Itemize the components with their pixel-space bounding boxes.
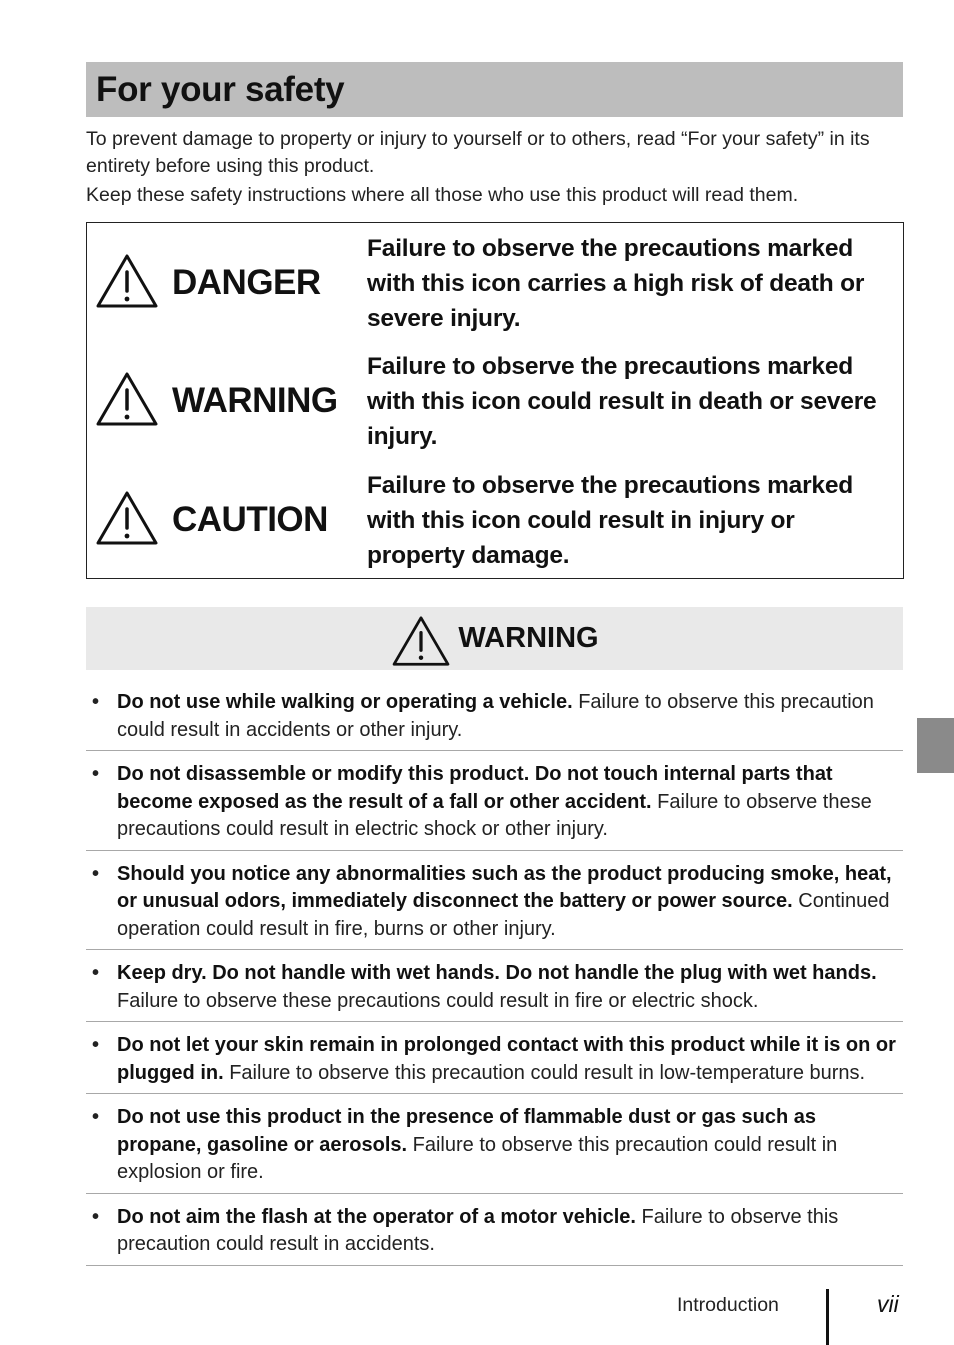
item-text: Failure to observe these precautions could result in fire or electric shock. [117, 989, 759, 1012]
bullet: • [92, 1034, 100, 1056]
item-text: Failure to observe this precaution could result in accidents or other injury. [117, 691, 874, 741]
bullet: • [92, 1106, 100, 1128]
item-lead: Do not use while walking or operating a vehicle. [117, 691, 573, 713]
list-item [86, 1094, 903, 1194]
bullet: • [92, 1205, 100, 1228]
item-text: Failure to observe this precaution could result in explosion or fire. [117, 1133, 838, 1183]
item-lead: Do not use this product in the presence of flammable dust or gas such as propane, gasoline or aerosols. [117, 1106, 817, 1156]
legend-label-danger: DANGER [172, 263, 321, 302]
intro-paragraph-1: To prevent damage to property or injury to yourself or to others, read “For your safety” in its entirety before using this product. [86, 128, 870, 177]
section-tab-marker [917, 718, 954, 773]
bullet: • [92, 962, 100, 984]
item-lead: Keep dry. Do not handle with wet hands. Do not handle the plug with wet hands. [117, 962, 877, 984]
item-text: Continued operation could result in fire, burns or other injury. [117, 890, 890, 940]
item-text: Failure to observe this precaution could result in accidents. [117, 1205, 839, 1255]
bullet: • [92, 691, 100, 713]
warning-triangle-icon [95, 253, 159, 309]
item-text: Failure to observe this precaution could result in low-temperature burns. [223, 1061, 866, 1084]
warning-section-label: WARNING [458, 622, 599, 654]
item-lead: Do not aim the flash at the operator of a motor vehicle. [117, 1205, 636, 1228]
legend-description-warning: Failure to observe the precautions marked with this icon could result in death or severe injury. [367, 353, 877, 450]
page-title: For your safety [96, 69, 345, 109]
list-item [86, 1022, 903, 1094]
bullet: • [92, 862, 100, 885]
legend-row-caution [87, 468, 903, 578]
warning-triangle-icon [95, 490, 159, 546]
item-text: Failure to observe these precautions could result in electric shock or other injury. [117, 790, 872, 840]
legend-row-danger [87, 231, 903, 341]
warning-triangle-icon [390, 615, 452, 667]
bullet: • [92, 763, 100, 785]
item-lead: Do not disassemble or modify this product. Do not touch internal parts that become exposed as the result of a fall or other accident. [117, 763, 833, 813]
legend-label-caution: CAUTION [172, 500, 328, 539]
list-item [86, 1194, 903, 1266]
list-item [86, 950, 903, 1022]
legend-row-warning [87, 349, 903, 459]
warning-list [86, 686, 903, 1266]
intro-text [86, 126, 906, 211]
warning-section-header [86, 607, 903, 670]
hazard-legend-box [86, 222, 904, 579]
list-item [86, 851, 903, 951]
warning-triangle-icon [95, 371, 159, 427]
footer-section-label: Introduction [677, 1294, 779, 1316]
title-bar [86, 62, 903, 117]
item-lead: Should you notice any abnormalities such as the product producing smoke, heat, or unusual odors, immediately disconnect the battery or power source. [117, 862, 892, 912]
list-item [86, 751, 903, 851]
list-item [86, 686, 903, 751]
item-lead: Do not let your skin remain in prolonged contact with this product while it is on or plugged in. [117, 1034, 896, 1084]
page-number: vii [877, 1291, 899, 1317]
footer-divider [826, 1289, 829, 1345]
legend-description-caution: Failure to observe the precautions marked with this icon could result in injury or property damage. [367, 472, 854, 569]
intro-paragraph-2: Keep these safety instructions where all those who use this product will read them. [86, 184, 799, 206]
legend-label-warning: WARNING [172, 381, 338, 420]
legend-description-danger: Failure to observe the precautions marked with this icon carries a high risk of death or severe injury. [367, 235, 865, 332]
